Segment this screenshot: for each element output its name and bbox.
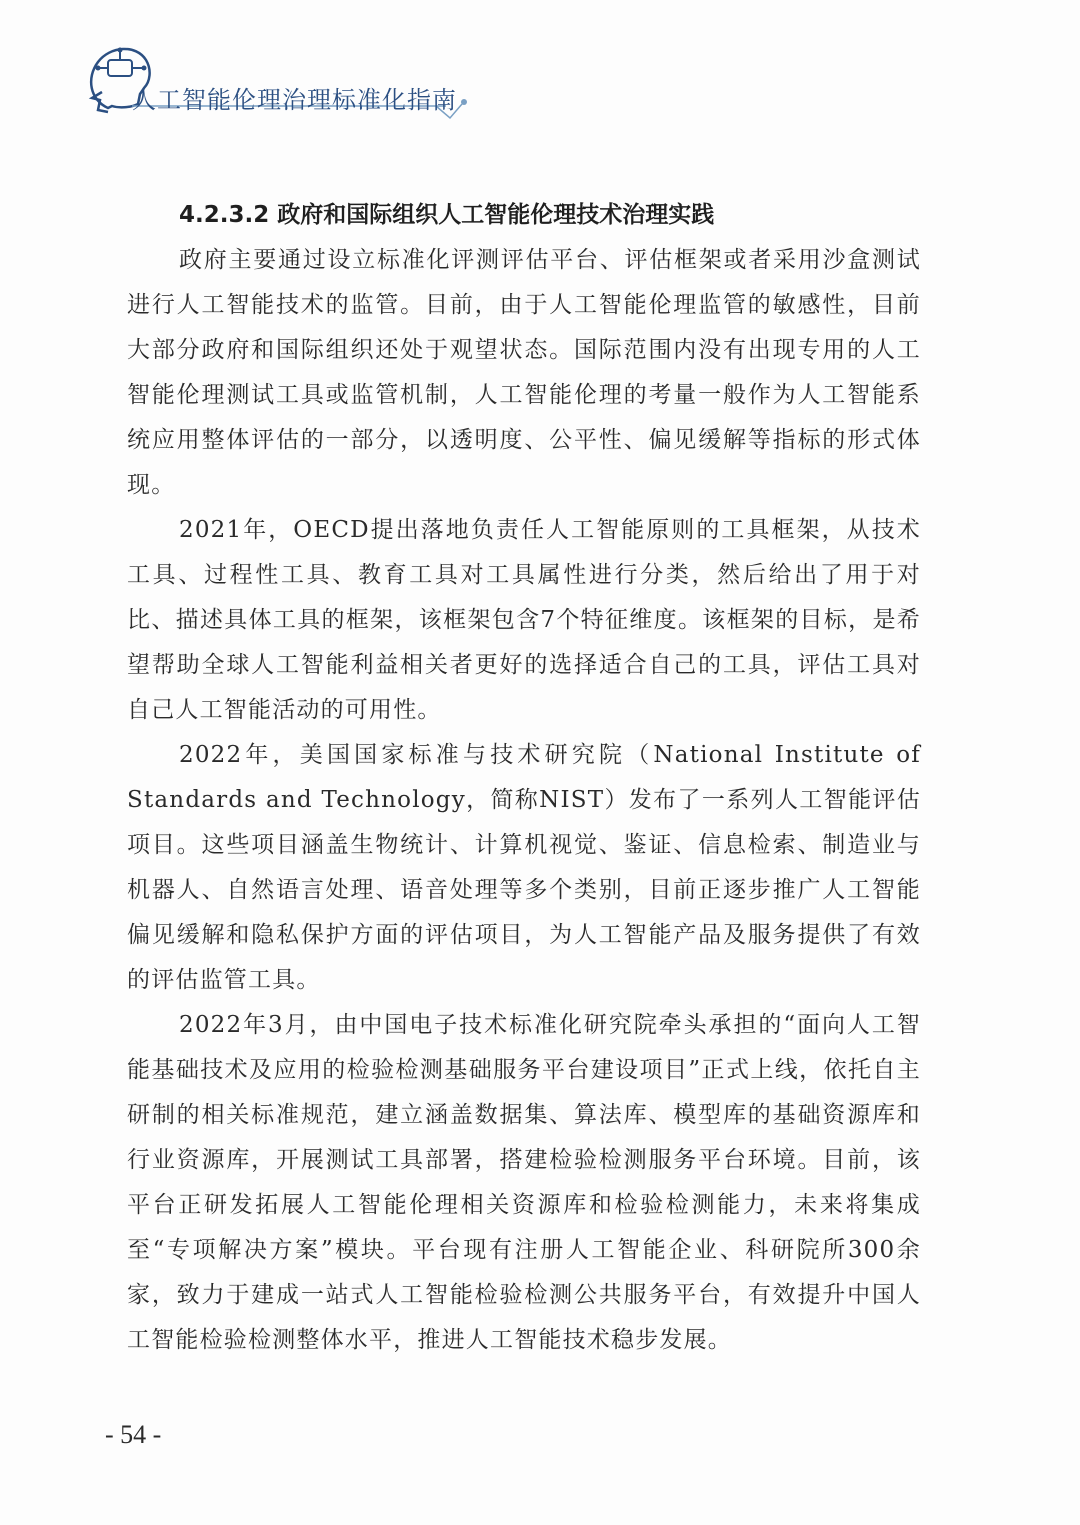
section-heading: 4.2.3.2 政府和国际组织人工智能伦理技术治理实践 [179,202,715,228]
paragraph-3: 2022年，美国国家标准与技术研究院（National Institute of Standards and Technology，简称NIST）发布了一系列人工智能评估项目。这些项目涵盖生物统计、计算机视觉、鉴证、信息检索、制造业与机器人、自然语言处理、语音处理等多个类别，目前正逐步推广人工智能偏见缓解和隐私保护方面的评估项目，为人工智能产品及服务提供了有效的评估监管工具。 [127,742,921,993]
paragraph-1: 政府主要通过设立标准化评测评估平台、评估框架或者采用沙盒测试进行人工智能技术的监管。目前，由于人工智能伦理监管的敏感性，目前大部分政府和国际组织还处于观望状态。国际范围内没有出现专用的人工智能伦理测试工具或监管机制，人工智能伦理的考量一般作为人工智能系统应用整体评估的一部分，以透明度、公平性、偏见缓解等指标的形式体现。 [127,247,921,498]
page-number: - 54 - [105,1420,162,1449]
paragraph-2: 2021年，OECD提出落地负责任人工智能原则的工具框架，从技术工具、过程性工具、教育工具对工具属性进行分类，然后给出了用于对比、描述具体工具的框架，该框架包含7个特征维度。该框架的目标，是希望帮助全球人工智能利益相关者更好的选择适合自己的工具，评估工具对自己人工智能活动的可用性。 [127,517,921,723]
page-body [127,192,921,1363]
header-title: 人工智能伦理治理标准化指南 [132,86,457,114]
paragraph-4: 2022年3月，由中国电子技术标准化研究院牵头承担的“面向人工智能基础技术及应用的检验检测基础服务平台建设项目”正式上线，依托自主研制的相关标准规范，建立涵盖数据集、算法库、模型库的基础资源库和行业资源库，开展测试工具部署，搭建检验检测服务平台环境。目前，该平台正研发拓展人工智能伦理相关资源库和检验检测能力，未来将集成至“专项解决方案”模块。平台现有注册人工智能企业、科研院所300余家，致力于建成一站式人工智能检验检测公共服务平台，有效提升中国人工智能检验检测整体水平，推进人工智能技术稳步发展。 [127,1012,921,1353]
running-header [78,38,478,128]
